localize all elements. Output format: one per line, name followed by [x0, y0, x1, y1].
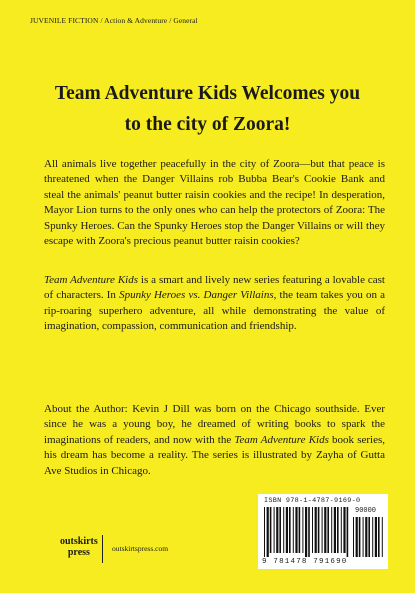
- barcode-bar: [308, 507, 310, 557]
- barcode-bar: [322, 507, 323, 553]
- barcode-bar: [359, 517, 361, 557]
- barcode-bar: [337, 507, 339, 553]
- publisher-website: outskirtspress.com: [112, 544, 169, 553]
- barcode-bar: [302, 507, 303, 553]
- barcode-bar: [312, 507, 313, 553]
- series-text-2: , the team takes you on a rip-roaring superhero adventure, all while demonstrating the value of imagination, compassion, communication and friendship.: [44, 289, 385, 333]
- publisher-logo: [60, 536, 98, 558]
- headline-line-2: to the city of Zoora!: [124, 114, 291, 135]
- barcode-bar: [382, 517, 383, 557]
- barcode-bar: [378, 517, 380, 557]
- barcode-bar: [365, 517, 367, 557]
- barcode-bar: [347, 507, 349, 557]
- publisher-divider: [102, 535, 103, 563]
- author-series-title: Team Adventure Kids: [234, 433, 329, 446]
- headline-line-1: Team Adventure Kids Welcomes you: [54, 83, 361, 104]
- ean-number: 9 781478 791690: [262, 558, 348, 566]
- barcode-bar: [356, 517, 358, 557]
- barcode-bar: [315, 507, 317, 553]
- barcode-bar: [289, 507, 291, 553]
- barcode-bar: [299, 507, 301, 553]
- author-paragraph: [44, 402, 385, 479]
- series-paragraph: [44, 273, 385, 335]
- barcode-bar: [283, 507, 284, 553]
- barcode-bar: [279, 507, 281, 553]
- barcode-bar: [264, 507, 265, 557]
- barcode-bar: [353, 517, 354, 557]
- book-title: Spunky Heroes vs. Danger Villains: [119, 289, 274, 302]
- barcode-bar: [267, 507, 269, 557]
- barcode-bar: [331, 507, 332, 553]
- barcode-bar: [327, 507, 329, 553]
- barcode-bar: [295, 507, 297, 553]
- barcode-bar: [293, 507, 294, 553]
- barcode-bar: [334, 507, 336, 553]
- addon-barcode: [353, 517, 383, 557]
- series-title: Team Adventure Kids: [44, 274, 139, 286]
- barcode-bar: [274, 507, 275, 553]
- author-text-2: book series, his dream has become a reality. The series is illustrated by Zayha of Gutta Ave Studios in Chicago.: [44, 433, 385, 477]
- headline: [20, 78, 395, 140]
- isbn-label: ISBN 978-1-4787-9169-0: [264, 497, 361, 505]
- price-addon-number: 90000: [355, 507, 377, 515]
- barcode-bar: [276, 507, 278, 553]
- genre-category: JUVENILE FICTION / Action & Adventure / General: [30, 16, 198, 25]
- barcode-bar: [343, 507, 345, 553]
- barcode-box: [258, 494, 388, 569]
- barcode-bar: [363, 517, 364, 557]
- barcode-bar: [305, 507, 307, 557]
- barcode-bar: [286, 507, 288, 553]
- publisher-logo-line-1: outskirts: [60, 536, 98, 547]
- barcode-bar: [372, 517, 373, 557]
- author-text-1: About the Author: Kevin J Dill was born on the Chicago southside. Ever since he was a young boy, he dreamed of writing books to spark the imaginations of readers, and now with the: [44, 403, 385, 446]
- publisher-logo-line-2: press: [67, 547, 90, 558]
- barcode-bar: [318, 507, 320, 553]
- barcode-bar: [341, 507, 342, 553]
- synopsis-paragraph: All animals live together peacefully in the city of Zoora—but that peace is threatened when the Danger Villains rob Bubba Bear's Cookie Bank and steal the animals' peanut butter raisin cookies and the recipe! In desperation, Mayor Lion turns to the only ones who can help the protectors of Zoora: The Spunky Heroes. Can the Spunky Heroes stop the Danger Villains or will they escape with Zoora's precious peanut butter raisin cookies?: [44, 158, 385, 248]
- barcode-bar: [368, 517, 370, 557]
- barcode-bar: [324, 507, 326, 553]
- barcode-bar: [270, 507, 272, 553]
- barcode-bar: [375, 517, 377, 557]
- ean-barcode: [264, 507, 350, 557]
- series-text-1: is a smart and lively new series featuring a lovable cast of characters. In: [44, 274, 385, 302]
